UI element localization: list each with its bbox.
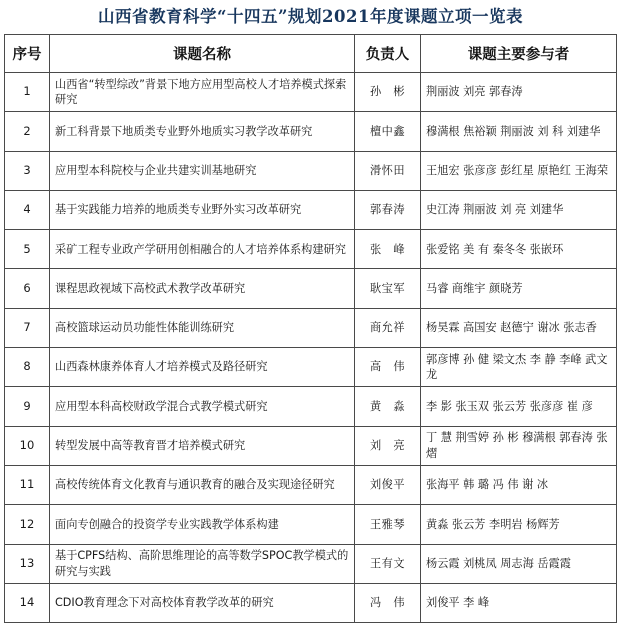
project-name-text: CDIO教育理念下对高校体育教学改革的研究 bbox=[55, 596, 274, 610]
project-participants bbox=[421, 308, 617, 347]
project-leader bbox=[355, 387, 421, 426]
table-row bbox=[5, 505, 617, 544]
project-name bbox=[50, 465, 355, 504]
project-name-text: 高校篮球运动员功能性体能训练研究 bbox=[55, 321, 235, 335]
row-number bbox=[5, 348, 50, 387]
project-name bbox=[50, 505, 355, 544]
project-participants-text: 丁 慧 荆雪婷 孙 彬 穆满根 郭春涛 张熠 bbox=[426, 431, 608, 460]
project-name bbox=[50, 544, 355, 583]
row-number-text: 9 bbox=[23, 398, 31, 413]
project-name-text: 应用型本科高校财政学混合式教学模式研究 bbox=[55, 399, 268, 413]
project-leader-text: 孙 彬 bbox=[369, 85, 406, 99]
project-name bbox=[50, 190, 355, 229]
project-participants bbox=[421, 544, 617, 583]
project-leader bbox=[355, 583, 421, 622]
table-row bbox=[5, 73, 617, 112]
row-number-text: 5 bbox=[23, 241, 31, 256]
row-number-text: 1 bbox=[23, 84, 31, 99]
table-row bbox=[5, 269, 617, 308]
project-name-text: 山西省“转型综改”背景下地方应用型高校人才培养模式探索研究 bbox=[55, 77, 347, 107]
table-row bbox=[5, 308, 617, 347]
table-row bbox=[5, 465, 617, 504]
project-leader-text: 商允祥 bbox=[369, 321, 406, 335]
row-number bbox=[5, 151, 50, 190]
project-leader bbox=[355, 190, 421, 229]
project-participants bbox=[421, 426, 617, 465]
project-participants bbox=[421, 112, 617, 151]
row-number bbox=[5, 505, 50, 544]
project-name-text: 高校传统体育文化教育与通识教育的融合及实现途径研究 bbox=[55, 478, 335, 492]
project-name bbox=[50, 73, 355, 112]
table-row bbox=[5, 190, 617, 229]
header-no: 序号 bbox=[5, 35, 50, 73]
project-leader bbox=[355, 112, 421, 151]
table-row bbox=[5, 151, 617, 190]
project-leader-text: 张 峰 bbox=[369, 242, 406, 256]
table-row bbox=[5, 583, 617, 622]
row-number-text: 3 bbox=[23, 162, 31, 177]
project-table bbox=[4, 34, 617, 623]
project-leader-text: 黄 淼 bbox=[369, 399, 406, 413]
table-row bbox=[5, 348, 617, 387]
project-leader bbox=[355, 230, 421, 269]
project-name bbox=[50, 112, 355, 151]
table-row bbox=[5, 387, 617, 426]
project-leader-text: 刘 亮 bbox=[369, 439, 406, 453]
project-leader-text: 滑怀田 bbox=[369, 163, 406, 177]
project-participants bbox=[421, 269, 617, 308]
row-number bbox=[5, 426, 50, 465]
project-name bbox=[50, 387, 355, 426]
project-name bbox=[50, 348, 355, 387]
row-number bbox=[5, 308, 50, 347]
header-participants: 课题主要参与者 bbox=[421, 35, 617, 73]
project-leader-text: 郭春涛 bbox=[369, 203, 406, 217]
project-participants-text: 马睿 商维宇 颜晓芳 bbox=[426, 281, 523, 295]
project-leader-text: 王有文 bbox=[369, 556, 406, 570]
project-name bbox=[50, 426, 355, 465]
header-name: 课题名称 bbox=[50, 35, 355, 73]
row-number-text: 2 bbox=[23, 123, 31, 138]
project-name-text: 应用型本科院校与企业共建实训基地研究 bbox=[55, 163, 257, 177]
project-leader-text: 高 伟 bbox=[369, 360, 406, 374]
table-header-row bbox=[5, 35, 617, 73]
project-participants-text: 史江涛 荆丽波 刘 亮 刘建华 bbox=[426, 203, 564, 217]
row-number bbox=[5, 583, 50, 622]
project-name-text: 基于CPFS结构、高阶思维理论的高等数学SPOC教学模式的研究与实践 bbox=[55, 549, 349, 578]
project-name bbox=[50, 151, 355, 190]
project-participants-text: 荆丽波 刘亮 郭春涛 bbox=[426, 85, 523, 99]
row-number bbox=[5, 230, 50, 269]
project-participants bbox=[421, 583, 617, 622]
project-name-text: 转型发展中高等教育晋才培养模式研究 bbox=[55, 439, 246, 453]
row-number-text: 10 bbox=[19, 438, 35, 453]
project-participants bbox=[421, 505, 617, 544]
project-name-text: 山西森林康养体育人才培养模式及路径研究 bbox=[55, 360, 268, 374]
project-leader-text: 檀中鑫 bbox=[369, 124, 406, 138]
project-participants-text: 杨昊霖 高国安 赵德宁 谢冰 张志香 bbox=[426, 321, 597, 335]
row-number-text: 6 bbox=[23, 280, 31, 295]
project-participants bbox=[421, 348, 617, 387]
table-row bbox=[5, 426, 617, 465]
row-number-text: 12 bbox=[19, 516, 35, 531]
project-leader bbox=[355, 544, 421, 583]
project-leader bbox=[355, 151, 421, 190]
row-number-text: 7 bbox=[23, 320, 31, 335]
project-participants-text: 穆满根 焦裕颖 荆丽波 刘 科 刘建华 bbox=[426, 124, 601, 138]
project-name bbox=[50, 230, 355, 269]
project-leader bbox=[355, 505, 421, 544]
project-participants bbox=[421, 465, 617, 504]
project-name bbox=[50, 269, 355, 308]
row-number bbox=[5, 387, 50, 426]
project-leader-text: 刘俊平 bbox=[369, 478, 406, 492]
project-leader bbox=[355, 73, 421, 112]
project-name-text: 新工科背景下地质类专业野外地质实习教学改革研究 bbox=[55, 124, 313, 138]
project-leader bbox=[355, 348, 421, 387]
project-leader bbox=[355, 465, 421, 504]
project-name-text: 面向专创融合的投资学专业实践教学体系构建 bbox=[55, 517, 279, 531]
project-participants-text: 杨云霞 刘桃凤 周志海 岳霞霞 bbox=[426, 556, 571, 570]
project-participants bbox=[421, 230, 617, 269]
project-leader-text: 冯 伟 bbox=[369, 596, 406, 610]
row-number bbox=[5, 465, 50, 504]
row-number-text: 11 bbox=[19, 477, 35, 492]
project-participants bbox=[421, 387, 617, 426]
table-body bbox=[5, 73, 617, 623]
header-leader: 负责人 bbox=[355, 35, 421, 73]
project-name-text: 课程思政视域下高校武术教学改革研究 bbox=[55, 281, 246, 295]
row-number-text: 13 bbox=[19, 555, 35, 570]
project-participants bbox=[421, 190, 617, 229]
row-number-text: 14 bbox=[19, 595, 35, 610]
project-name-text: 采矿工程专业政产学研用创相融合的人才培养体系构建研究 bbox=[55, 242, 346, 256]
project-leader bbox=[355, 269, 421, 308]
row-number bbox=[5, 190, 50, 229]
row-number bbox=[5, 73, 50, 112]
row-number bbox=[5, 544, 50, 583]
project-participants-text: 郭彦博 孙 健 梁文杰 李 静 李峰 武文龙 bbox=[426, 352, 608, 382]
row-number-text: 4 bbox=[23, 202, 31, 217]
project-participants-text: 王旭宏 张彦彦 彭红星 原艳红 王海荣 bbox=[426, 163, 609, 177]
project-leader bbox=[355, 426, 421, 465]
project-participants-text: 张爱铭 美 有 秦冬冬 张嵌环 bbox=[426, 242, 564, 256]
project-name bbox=[50, 308, 355, 347]
row-number-text: 8 bbox=[23, 359, 31, 374]
project-leader-text: 王雅琴 bbox=[369, 517, 406, 531]
project-leader bbox=[355, 308, 421, 347]
table-row bbox=[5, 544, 617, 583]
project-name bbox=[50, 583, 355, 622]
project-participants-text: 黄淼 张云芳 李明岩 杨辉芳 bbox=[426, 517, 560, 531]
row-number bbox=[5, 269, 50, 308]
row-number bbox=[5, 112, 50, 151]
project-name-text: 基于实践能力培养的地质类专业野外实习改革研究 bbox=[55, 203, 302, 217]
project-participants-text: 刘俊平 李 峰 bbox=[426, 596, 490, 610]
project-participants bbox=[421, 73, 617, 112]
table-row bbox=[5, 230, 617, 269]
project-leader-text: 耿宝军 bbox=[369, 281, 406, 295]
project-participants-text: 张海平 韩 璐 冯 伟 谢 冰 bbox=[426, 478, 549, 492]
project-participants bbox=[421, 151, 617, 190]
table-row bbox=[5, 112, 617, 151]
project-participants-text: 李 影 张玉双 张云芳 张彦彦 崔 彦 bbox=[426, 399, 593, 413]
document-title: 山西省教育科学“十四五”规划2021年度课题立项一览表 bbox=[98, 7, 523, 26]
